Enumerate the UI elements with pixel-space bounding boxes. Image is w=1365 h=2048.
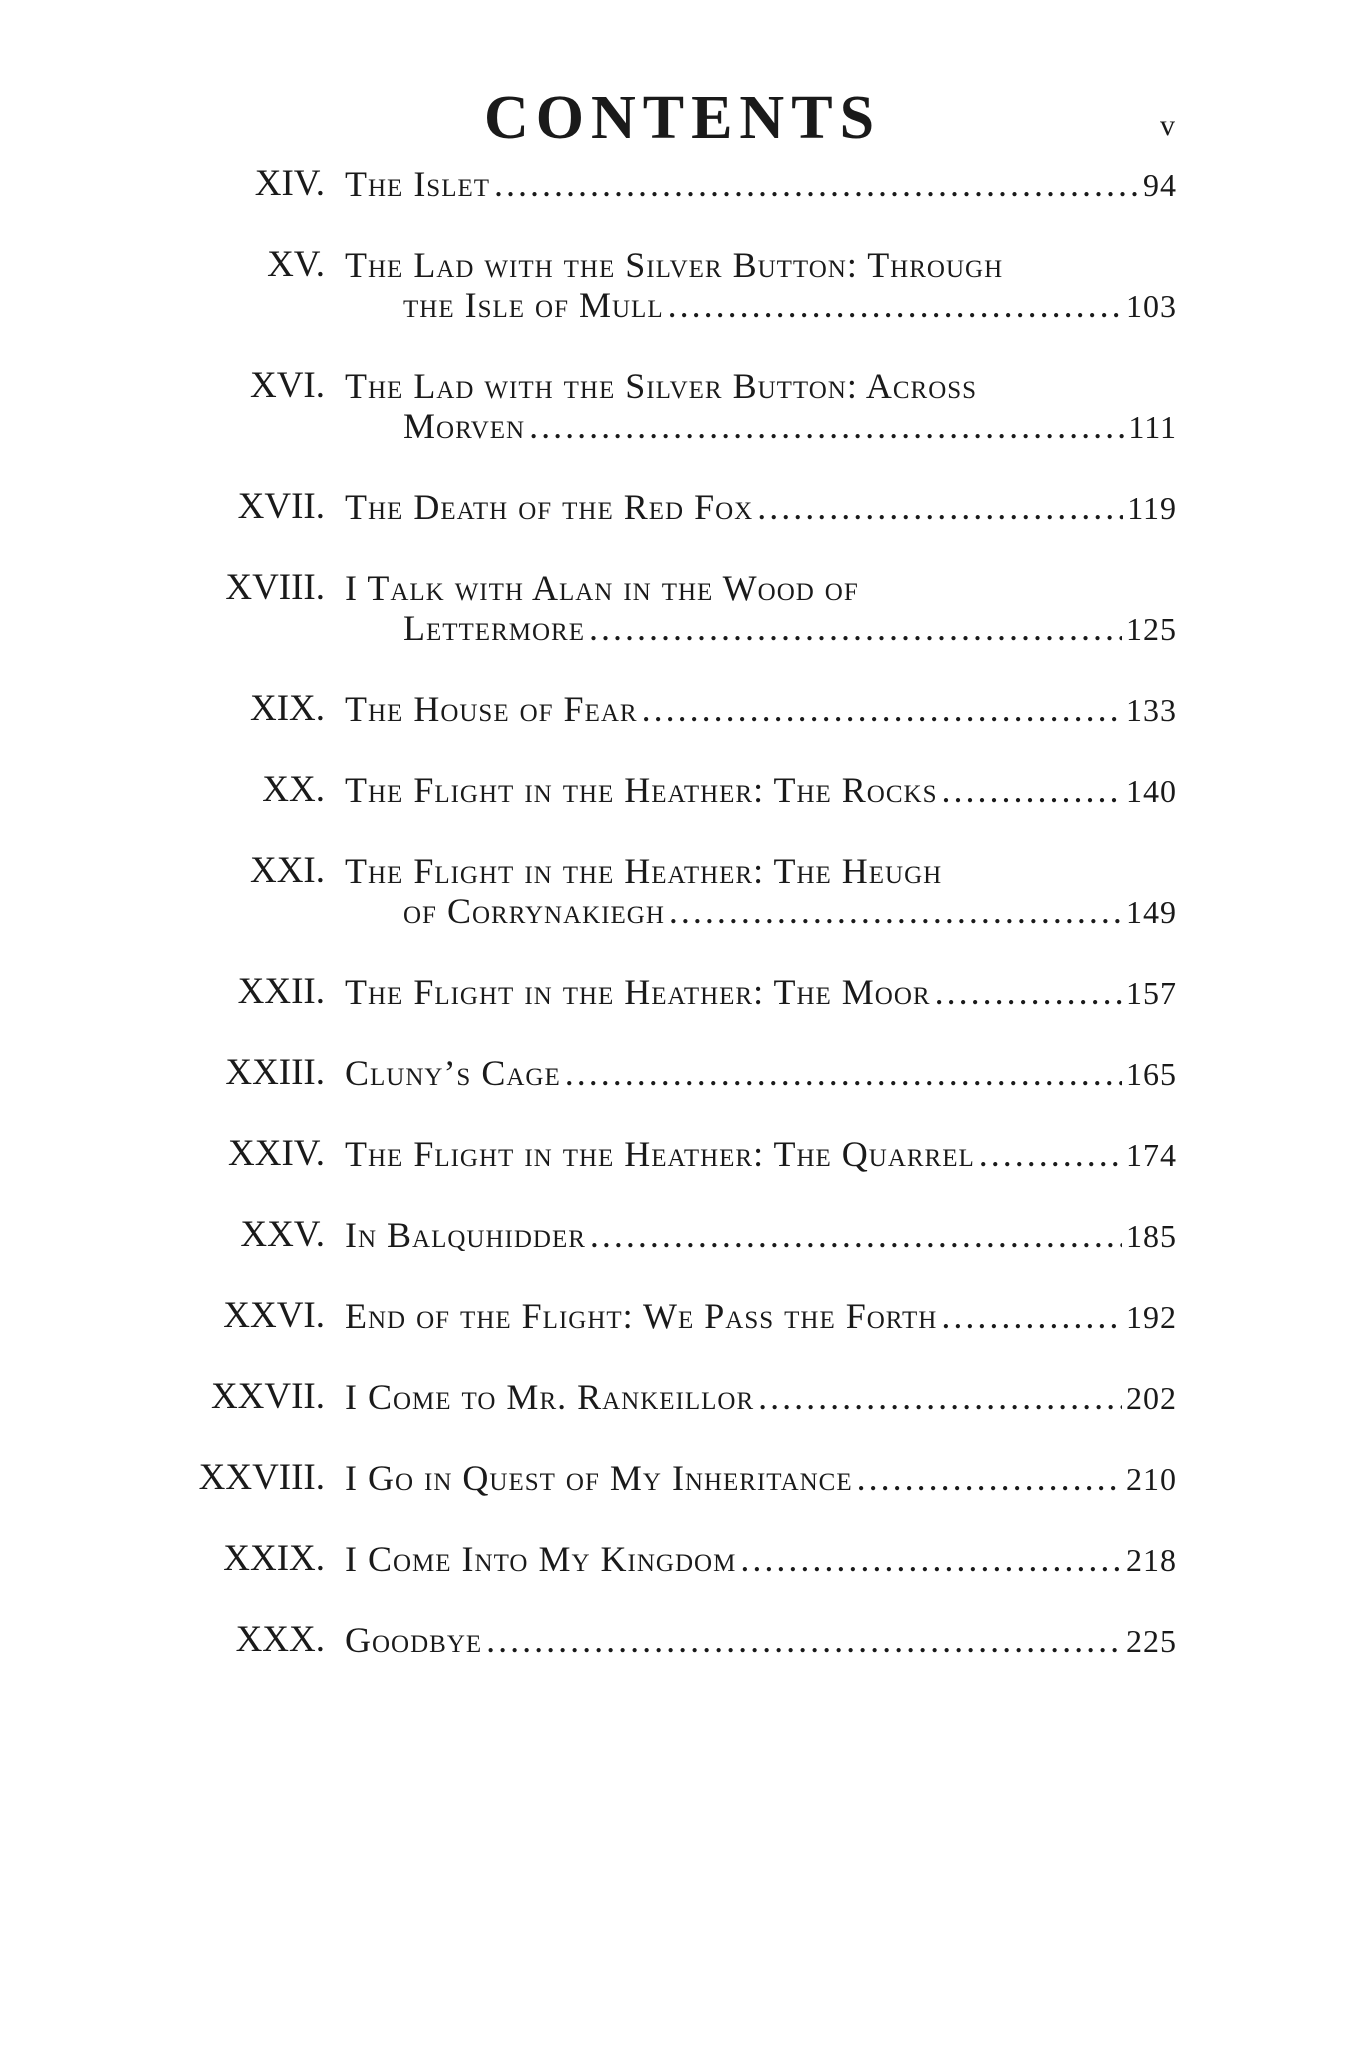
chapter-numeral: XVI. (249, 365, 325, 406)
chapter-numeral: XXX. (235, 1619, 325, 1660)
dot-leader (589, 608, 1122, 648)
toc-entry (0, 1296, 1365, 1337)
chapter-title-block (345, 245, 1177, 326)
chapter-title-line (345, 608, 1177, 649)
table-of-contents (0, 164, 1365, 1701)
chapter-title-line (345, 1377, 1177, 1418)
chapter-title-line (345, 1539, 1177, 1580)
toc-entry (0, 972, 1365, 1013)
chapter-title-block (345, 972, 1177, 1013)
chapter-title-text: Cluny’s Cage (345, 1053, 561, 1093)
dot-leader (740, 1539, 1122, 1579)
chapter-title-line: The Lad with the Silver Button: Across (345, 366, 978, 406)
dot-leader (565, 1053, 1122, 1093)
chapter-title-text: End of the Flight: We Pass the Forth (345, 1296, 938, 1336)
page-number: v (1160, 109, 1175, 142)
toc-entry (0, 1377, 1365, 1418)
chapter-numeral: XXIV. (228, 1133, 325, 1174)
chapter-numeral: XV. (267, 244, 325, 285)
chapter-title-line (345, 1053, 1177, 1094)
chapter-page-number: 157 (1126, 975, 1177, 1011)
chapter-numeral: XXV. (240, 1214, 325, 1255)
chapter-title-line: I Talk with Alan in the Wood of (345, 568, 859, 608)
chapter-numeral: XIX. (249, 688, 325, 729)
toc-entry (0, 1458, 1365, 1499)
chapter-title-block (345, 851, 1177, 932)
chapter-title-line (345, 770, 1177, 811)
chapter-title-block (345, 1377, 1177, 1418)
chapter-title-block (345, 1296, 1177, 1337)
chapter-title-line (345, 487, 1177, 528)
chapter-title-block (345, 164, 1177, 205)
chapter-title-block (345, 1134, 1177, 1175)
chapter-title-block (345, 1539, 1177, 1580)
dot-leader (590, 1215, 1122, 1255)
chapter-title-block (345, 1620, 1177, 1661)
chapter-title-line: The Flight in the Heather: The Heugh (345, 851, 943, 891)
chapter-title-block (345, 1215, 1177, 1256)
chapter-page-number: 218 (1126, 1542, 1177, 1578)
chapter-numeral: XXVIII. (198, 1457, 325, 1498)
chapter-title-text: The Islet (345, 164, 491, 204)
chapter-title-text: I Go in Quest of My Inheritance (345, 1458, 853, 1498)
chapter-title-line (345, 406, 1177, 447)
chapter-page-number: 225 (1126, 1623, 1177, 1659)
chapter-title-line: The Lad with the Silver Button: Through (345, 245, 1004, 285)
toc-entry (0, 1053, 1365, 1094)
chapter-title-block (345, 1458, 1177, 1499)
chapter-title-text: The Flight in the Heather: The Moor (345, 972, 931, 1012)
chapter-title-line (345, 689, 1177, 730)
chapter-title-line (345, 891, 1177, 932)
toc-entry (0, 1539, 1365, 1580)
dot-leader (935, 972, 1122, 1012)
chapter-title-line (345, 972, 1177, 1013)
chapter-title-block (345, 770, 1177, 811)
toc-entry (0, 487, 1365, 528)
chapter-numeral: XXIII. (225, 1052, 325, 1093)
chapter-title-text: the Isle of Mull (403, 285, 664, 325)
chapter-page-number: 210 (1126, 1461, 1177, 1497)
chapter-title-text: The Flight in the Heather: The Rocks (345, 770, 938, 810)
chapter-title-block (345, 568, 1177, 649)
chapter-title-text: The Flight in the Heather: The Quarrel (345, 1134, 975, 1174)
chapter-title-line (345, 1134, 1177, 1175)
chapter-title-line (345, 285, 1177, 326)
chapter-title-line (345, 1296, 1177, 1337)
chapter-title-line (345, 164, 1177, 205)
chapter-page-number: 125 (1126, 611, 1177, 647)
dot-leader (668, 285, 1122, 325)
dot-leader (979, 1134, 1122, 1174)
dot-leader (758, 1377, 1122, 1417)
chapter-title-text: In Balquhidder (345, 1215, 586, 1255)
chapter-title-text: Lettermore (403, 608, 585, 648)
chapter-title-line (345, 1458, 1177, 1499)
chapter-numeral: XVII. (237, 486, 325, 527)
chapter-page-number: 165 (1126, 1056, 1177, 1092)
chapter-title-block (345, 1053, 1177, 1094)
dot-leader (642, 689, 1122, 729)
toc-entry (0, 851, 1365, 932)
dot-leader (757, 487, 1123, 527)
chapter-page-number: 192 (1126, 1299, 1177, 1335)
dot-leader (529, 406, 1124, 446)
chapter-page-number: 185 (1126, 1218, 1177, 1254)
chapter-numeral: XXVI. (223, 1295, 325, 1336)
dot-leader (941, 1296, 1122, 1336)
chapter-title-text: Morven (403, 406, 526, 446)
chapter-page-number: 140 (1126, 773, 1177, 809)
chapter-numeral: XXI. (249, 850, 325, 891)
toc-entry (0, 1134, 1365, 1175)
chapter-page-number: 133 (1126, 692, 1177, 728)
chapter-page-number: 119 (1127, 490, 1177, 526)
chapter-title-block (345, 366, 1177, 447)
chapter-title-text: Goodbye (345, 1620, 483, 1660)
dot-leader (494, 164, 1139, 204)
chapter-page-number: 103 (1126, 288, 1177, 324)
dot-leader (857, 1458, 1122, 1498)
toc-entry (0, 245, 1365, 326)
dot-leader (486, 1620, 1122, 1660)
chapter-page-number: 202 (1126, 1380, 1177, 1416)
chapter-numeral: XXVII. (210, 1376, 325, 1417)
chapter-title-text: of Corrynakiegh (403, 891, 665, 931)
chapter-numeral: XIV. (254, 163, 325, 204)
toc-entry (0, 366, 1365, 447)
chapter-title-text: The Death of the Red Fox (345, 487, 754, 527)
toc-entry (0, 1620, 1365, 1661)
toc-entry (0, 770, 1365, 811)
page-title: CONTENTS (483, 84, 882, 152)
dot-leader (669, 891, 1122, 931)
chapter-page-number: 174 (1126, 1137, 1177, 1173)
chapter-numeral: XX. (262, 769, 325, 810)
toc-entry (0, 1215, 1365, 1256)
toc-entry (0, 689, 1365, 730)
toc-entry (0, 164, 1365, 205)
chapter-title-text: I Come Into My Kingdom (345, 1539, 737, 1579)
chapter-title-text: The House of Fear (345, 689, 638, 729)
toc-entry (0, 568, 1365, 649)
chapter-title-block (345, 689, 1177, 730)
chapter-page-number: 94 (1143, 167, 1177, 203)
chapter-numeral: XVIII. (225, 567, 325, 608)
chapter-title-block (345, 487, 1177, 528)
dot-leader (941, 770, 1122, 810)
chapter-title-line (345, 1215, 1177, 1256)
chapter-title-line (345, 1620, 1177, 1661)
chapter-page-number: 111 (1128, 409, 1177, 445)
chapter-page-number: 149 (1126, 894, 1177, 930)
chapter-numeral: XXII. (237, 971, 325, 1012)
chapter-numeral: XXIX. (223, 1538, 325, 1579)
chapter-title-text: I Come to Mr. Rankeillor (345, 1377, 755, 1417)
